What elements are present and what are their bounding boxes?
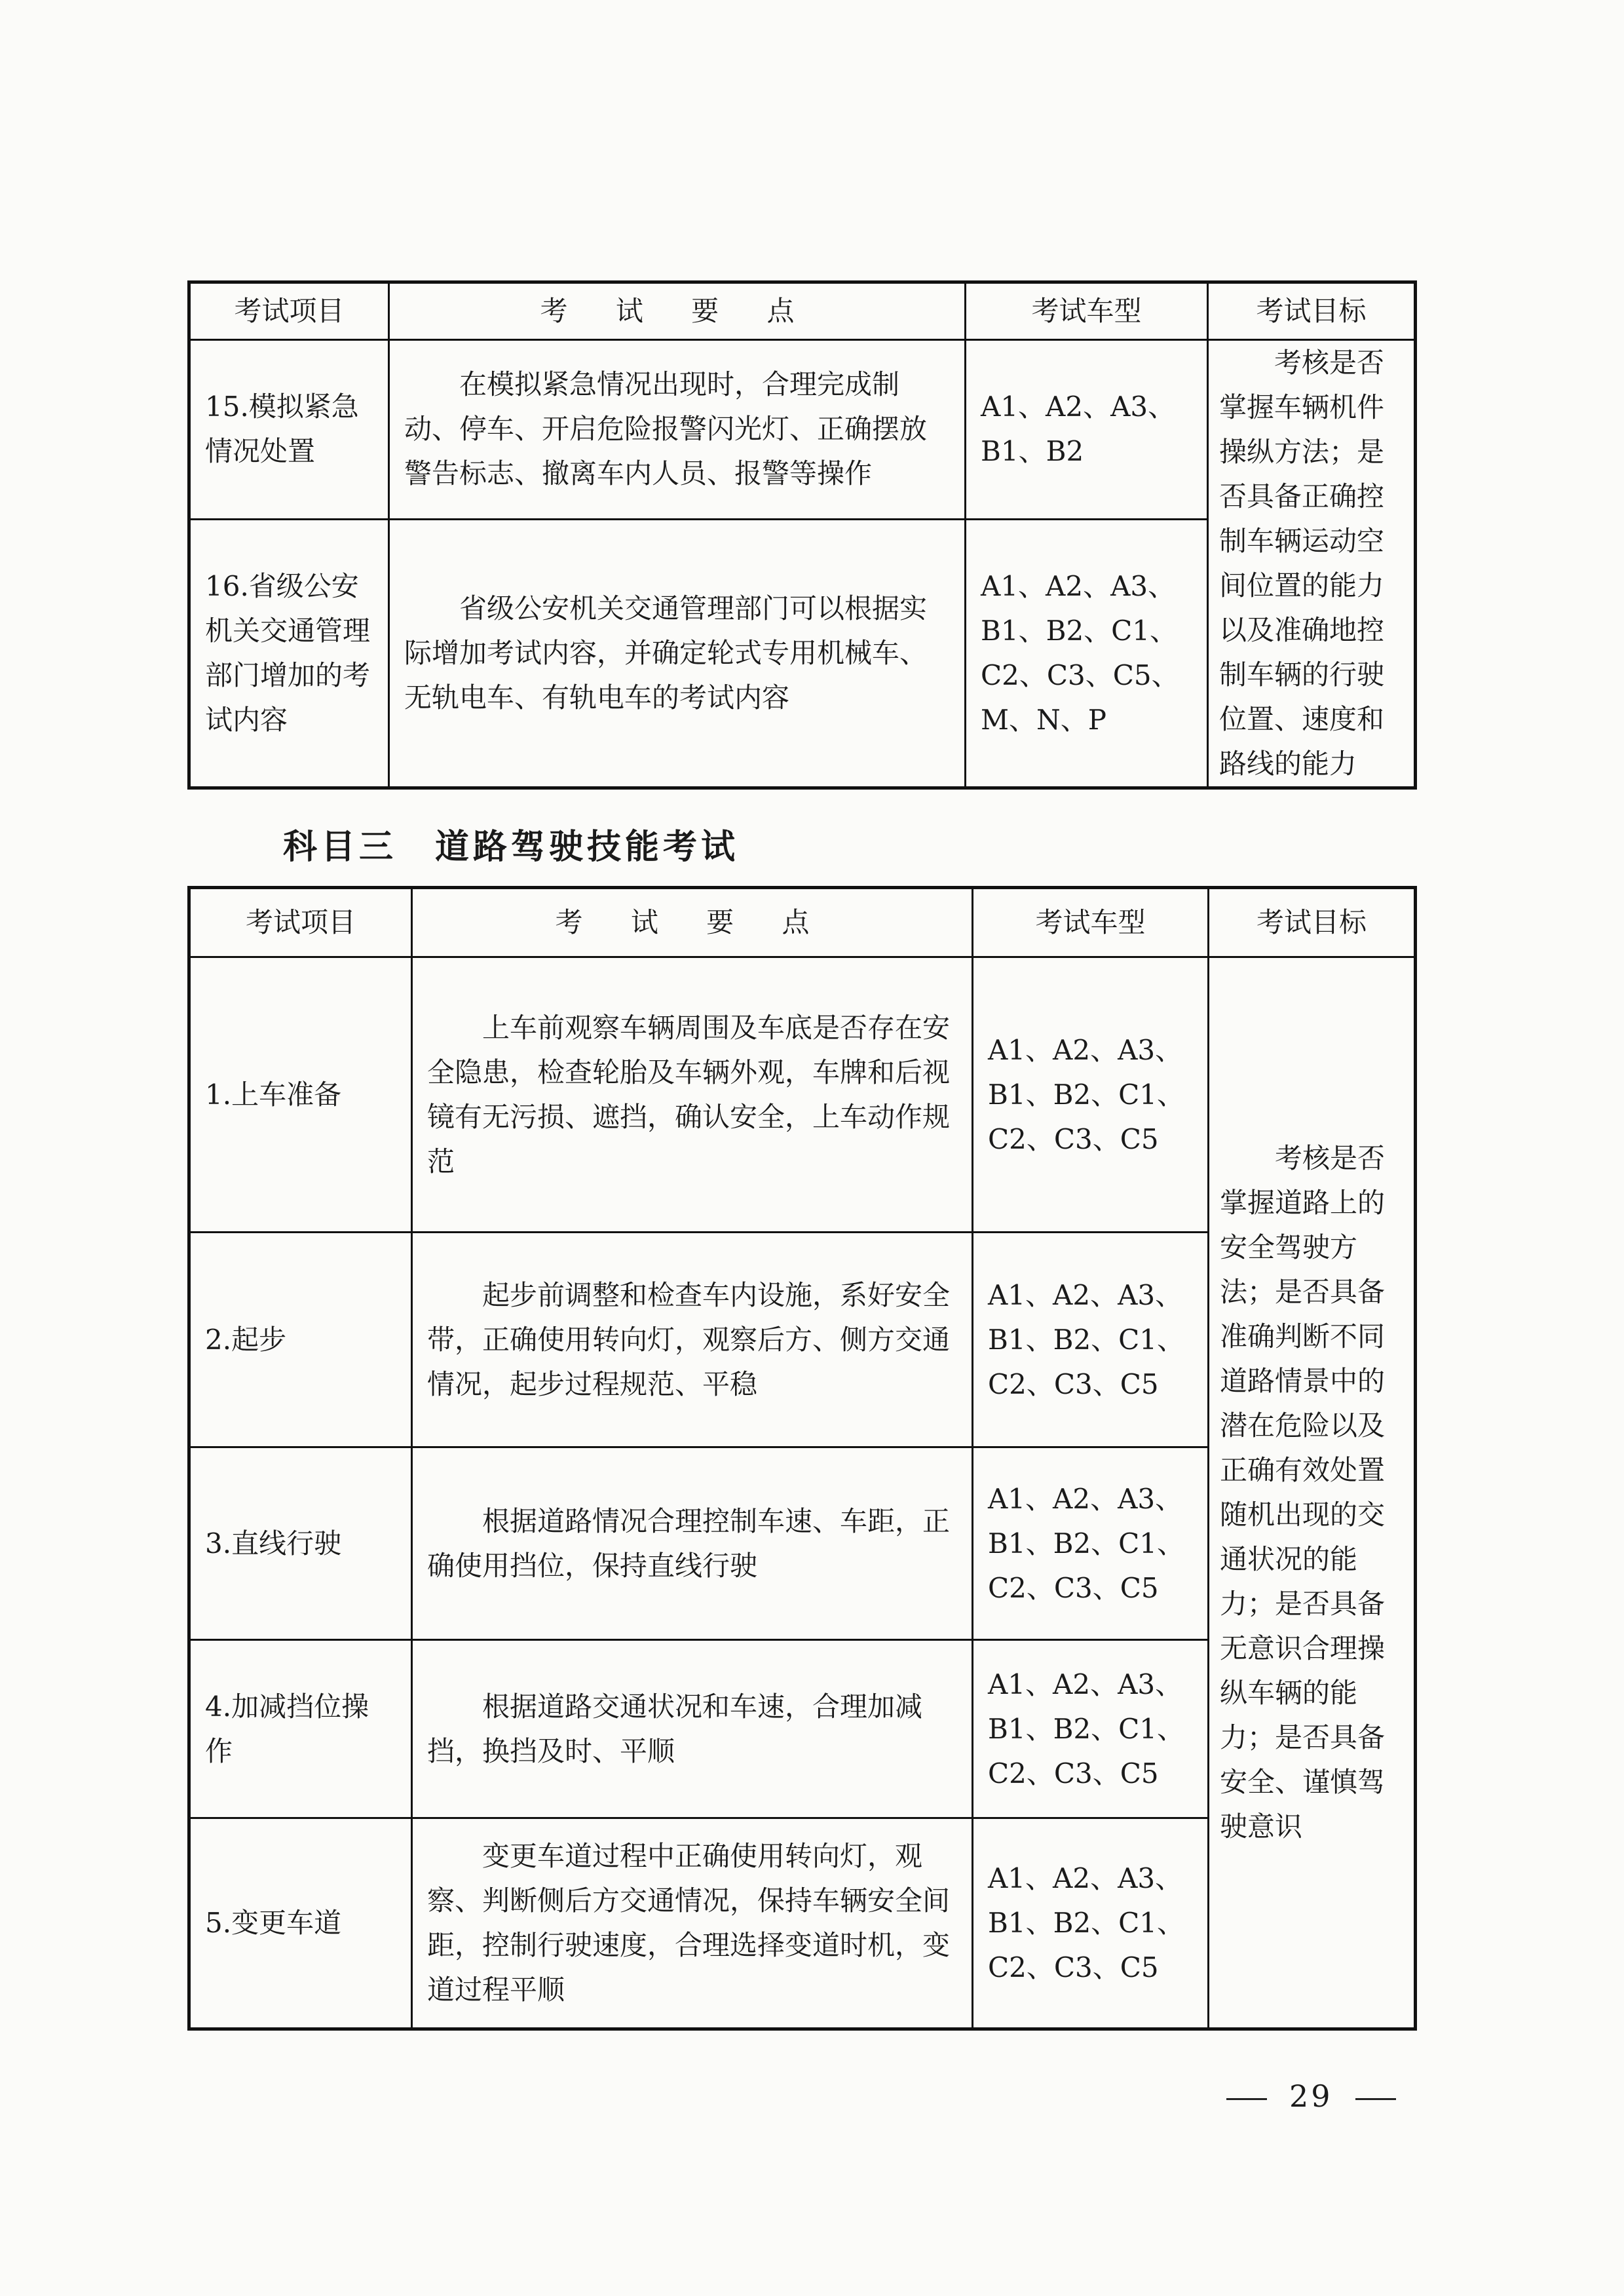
exam-goal-cell: 考核是否掌握道路上的安全驾驶方法；是否具备准确判断不同道路情景中的潜在危险以及正确有效处置随机出现的交通状况的能力；是否具备无意识合理操纵车辆的能力；是否具备安全、谨慎驾驶意识 <box>1209 957 1416 2029</box>
exam-points-cell: 根据道路交通状况和车速，合理加减挡，换挡及时、平顺 <box>412 1640 973 1818</box>
exam-points-cell: 上车前观察车辆周围及车底是否存在安全隐患，检查轮胎及车辆外观，车牌和后视镜有无污损、遮挡，确认安全，上车动作规范 <box>412 957 973 1233</box>
exam-points-cell: 变更车道过程中正确使用转向灯，观察、判断侧后方交通情况，保持车辆安全间距，控制行驶速度，合理选择变道时机，变道过程平顺 <box>412 1818 973 2029</box>
exam-item-cell: 15.模拟紧急情况处置 <box>189 340 389 520</box>
header-exam-points: 考 试 要 点 <box>389 282 966 340</box>
header-vehicle-types: 考试车型 <box>966 282 1208 340</box>
header-exam-item: 考试项目 <box>189 282 389 340</box>
page-number-value: 29 <box>1289 2078 1333 2114</box>
exam-item-cell: 5.变更车道 <box>189 1818 412 2029</box>
exam-item-cell: 16.省级公安机关交通管理部门增加的考试内容 <box>189 519 389 788</box>
vehicle-types-cell: A1、A2、A3、B1、B2、C1、C2、C3、C5 <box>973 1233 1209 1447</box>
header-exam-points: 考 试 要 点 <box>412 888 973 957</box>
vehicle-types-cell: A1、A2、A3、B1、B2、C1、C2、C3、C5 <box>973 957 1209 1233</box>
table-row <box>189 340 1416 520</box>
vehicle-types-cell: A1、A2、A3、B1、B2、C1、C2、C3、C5 <box>973 1447 1209 1640</box>
page-number <box>1204 2078 1418 2114</box>
vehicle-types-cell: A1、A2、A3、B1、B2 <box>966 340 1208 520</box>
table-header-row <box>189 888 1416 957</box>
table-row <box>189 957 1416 1233</box>
exam-item-cell: 4.加减挡位操作 <box>189 1640 412 1818</box>
exam-points-cell: 起步前调整和检查车内设施，系好安全带，正确使用转向灯，观察后方、侧方交通情况，起步过程规范、平稳 <box>412 1233 973 1447</box>
header-exam-goal: 考试目标 <box>1209 888 1416 957</box>
page-number-dash-left <box>1226 2098 1267 2100</box>
exam-item-cell: 2.起步 <box>189 1233 412 1447</box>
vehicle-types-cell: A1、A2、A3、B1、B2、C1、C2、C3、C5、M、N、P <box>966 519 1208 788</box>
exam-points-cell: 在模拟紧急情况出现时，合理完成制动、停车、开启危险报警闪光灯、正确摆放警告标志、撤离车内人员、报警等操作 <box>389 340 966 520</box>
page-number-dash-right <box>1355 2098 1396 2100</box>
header-exam-goal: 考试目标 <box>1208 282 1416 340</box>
exam-goal-cell: 考核是否掌握车辆机件操纵方法；是否具备正确控制车辆运动空间位置的能力以及准确地控制车辆的行驶位置、速度和路线的能力 <box>1208 340 1416 788</box>
exam-item-cell: 1.上车准备 <box>189 957 412 1233</box>
vehicle-types-cell: A1、A2、A3、B1、B2、C1、C2、C3、C5 <box>973 1640 1209 1818</box>
table-header-row <box>189 282 1416 340</box>
header-exam-item: 考试项目 <box>189 888 412 957</box>
exam-table-subject-two <box>187 280 1417 790</box>
exam-table-subject-three <box>187 886 1417 2031</box>
header-vehicle-types: 考试车型 <box>973 888 1209 957</box>
section-heading: 科目三 道路驾驶技能考试 <box>283 827 740 867</box>
exam-item-cell: 3.直线行驶 <box>189 1447 412 1640</box>
vehicle-types-cell: A1、A2、A3、B1、B2、C1、C2、C3、C5 <box>973 1818 1209 2029</box>
exam-points-cell: 省级公安机关交通管理部门可以根据实际增加考试内容，并确定轮式专用机械车、无轨电车、有轨电车的考试内容 <box>389 519 966 788</box>
exam-points-cell: 根据道路情况合理控制车速、车距，正确使用挡位，保持直线行驶 <box>412 1447 973 1640</box>
